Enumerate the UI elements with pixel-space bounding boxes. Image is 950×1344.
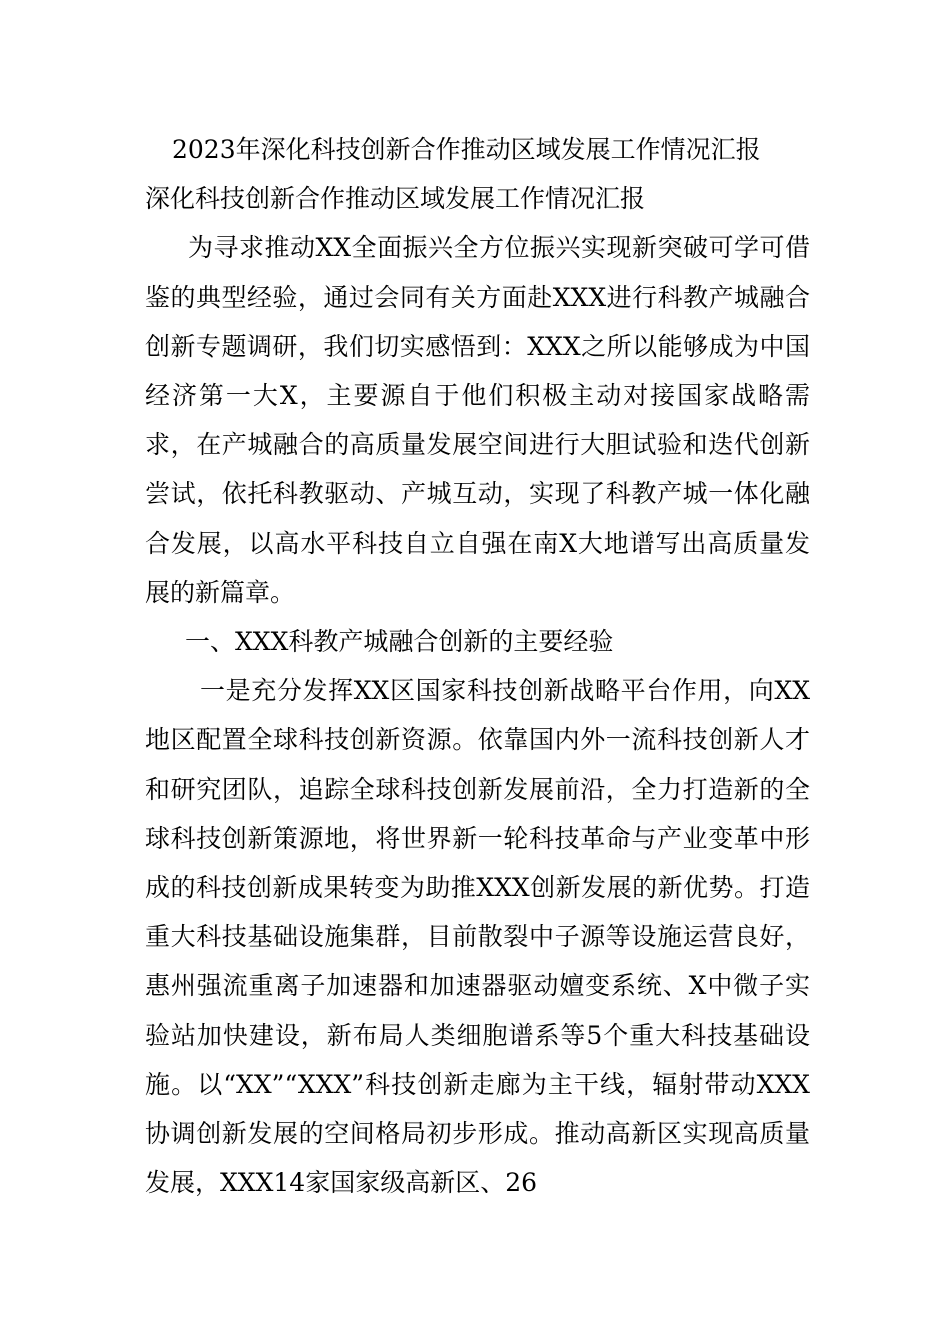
intro-paragraph: 为寻求推动XX全面振兴全方位振兴实现新突破可学可借鉴的典型经验，通过会同有关方面赴XXX进行科教产城融合创新专题调研，我们切实感悟到：XXX之所以能够成为中国经济第一大X，主要源自于他们积极主动对接国家战略需求，在产城融合的高质量发展空间进行大胆试验和迭代创新尝试，依托科教驱动、产城互动，实现了科教产城一体化融合发展，以高水平科技自立自强在南X大地谱写出高质量发展的新篇章。 [145,233,810,607]
document-title: 2023年深化科技创新合作推动区域发展工作情况汇报 [172,135,761,164]
section-paragraph: 一是充分发挥XX区国家科技创新战略平台作用，向XX地区配置全球科技创新资源。依靠国内外一流科技创新人才和研究团队，追踪全球科技创新发展前沿，全力打造新的全球科技创新策源地，将世界新一轮科技革命与产业变革中形成的科技创新成果转变为助推XXX创新发展的新优势。打造重大科技基础设施集群，目前散裂中子源等设施运营良好，惠州强流重离子加速器和加速器驱动嬗变系统、X中微子实验站加快建设，新布局人类细胞谱系等5个重大科技基础设施。以“XX”“XXX”科技创新走廊为主干线，辐射带动XXX协调创新发展的空间格局初步形成。推动高新区实现高质量发展，XXX14家国家级高新区、26 [145,676,810,1198]
section-heading: 一、XXX科教产城融合创新的主要经验 [185,627,614,657]
document-subtitle: 深化科技创新合作推动区域发展工作情况汇报 [145,184,646,214]
document-body [145,125,810,1207]
